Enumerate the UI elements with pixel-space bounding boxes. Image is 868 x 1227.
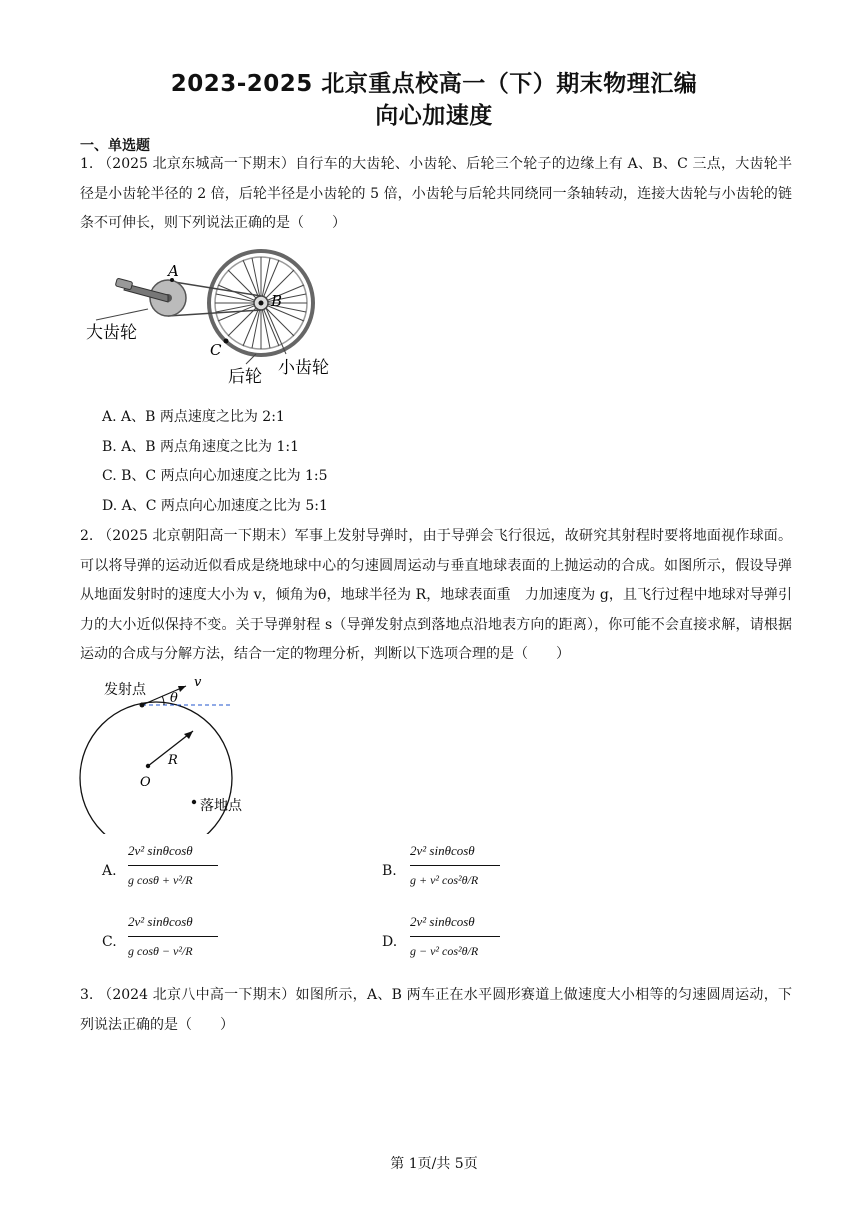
q2-option-a-label: A. [102, 863, 117, 879]
q1-option-b: B. A、B 两点角速度之比为 1:1 [102, 439, 300, 455]
bicycle-figure [86, 246, 346, 391]
point-a-label: A [168, 262, 179, 280]
q2-option-b-formula [410, 843, 506, 905]
document-subtitle: 向心加速度 [375, 103, 493, 129]
center-label: O [140, 775, 151, 790]
q1-option-a: A. A、B 两点速度之比为 2:1 [102, 409, 285, 425]
section-heading: 一、单选题 [80, 138, 150, 154]
q2-option-d-label: D. [382, 934, 398, 950]
point-b-label: B [271, 292, 283, 310]
q1-option-c: C. B、C 两点向心加速度之比为 1:5 [102, 468, 328, 484]
q2-option-c-formula [128, 914, 220, 976]
radius-label: R [168, 753, 178, 768]
velocity-label: v [194, 675, 202, 690]
page-footer: 第 1页/共 5页 [390, 1156, 478, 1172]
q2-option-a-formula [128, 843, 220, 905]
launch-point-label: 发射点 [104, 682, 146, 698]
q2-option-c-label: C. [102, 934, 117, 950]
point-c-label: C [210, 341, 222, 359]
q1-option-d: D. A、C 两点向心加速度之比为 5:1 [102, 498, 328, 514]
rear-wheel-label: 后轮 [228, 367, 262, 387]
q2-option-a-numerator: 2v² sinθcosθ [128, 843, 193, 858]
q2-option-b-denominator: g + v² cos²θ/R [410, 873, 479, 887]
fraction-bar [128, 865, 218, 866]
q2-option-c-denominator: g cosθ − v²/R [128, 944, 193, 958]
fraction-bar [410, 936, 500, 937]
q2-option-b-numerator: 2v² sinθcosθ [410, 843, 475, 858]
question-3-text: 3. （2024 北京八中高一下期末）如图所示，A、B 两车正在水平圆形赛道上做速度大小相等的匀速圆周运动，下列说法正确的是（ ） [80, 987, 792, 1033]
q2-option-a-denominator: g cosθ + v²/R [128, 873, 193, 887]
q2-option-d-formula [410, 914, 506, 976]
document-title: 2023-2025 北京重点校高一（下）期末物理汇编 [170, 71, 698, 97]
question-2-text: 2. （2025 北京朝阳高一下期末）军事上发射导弹时，由于导弹会飞行很远，故研究其射程时要将地面视作球面。可以将导弹的运动近似看成是绕地球中心的匀速圆周运动与垂直地球表面的上抛运动的合成。如图所示，假设导弹从地面发射时的速度大小为 v，倾角为θ，地球半径为 R，地球表面重 力加速度为 g，且飞行过程中地球对导弹引力的大小近似保持不变。关于导弹射程 s（导弹发射点到落地点沿地表方向的距离），你可能不会直接求解，请根据运动的合成与分解方法，结合一定的物理分析，判断以下选项合理的是（ ） [80, 528, 792, 662]
fraction-bar [128, 936, 218, 937]
q2-option-d-denominator: g − v² cos²θ/R [410, 944, 479, 958]
theta-label: θ [170, 691, 178, 706]
landing-point-label: 落地点 [200, 798, 242, 814]
earth-missile-figure [76, 672, 276, 834]
question-1-text: 1. （2025 北京东城高一下期末）自行车的大齿轮、小齿轮、后轮三个轮子的边缘上有 A、B、C 三点，大齿轮半径是小齿轮半径的 2 倍，后轮半径是小齿轮的 5 倍，小齿轮与后轮共同绕同一条轴转动，连接大齿轮与小齿轮的链条不可伸长，则下列说法正确的是（ ） [80, 156, 792, 231]
q2-option-d-numerator: 2v² sinθcosθ [410, 914, 475, 929]
fraction-bar [410, 865, 500, 866]
q2-option-c-numerator: 2v² sinθcosθ [128, 914, 193, 929]
q2-option-b-label: B. [382, 863, 397, 879]
big-gear-label: 大齿轮 [86, 323, 137, 343]
small-gear-label: 小齿轮 [278, 358, 329, 378]
